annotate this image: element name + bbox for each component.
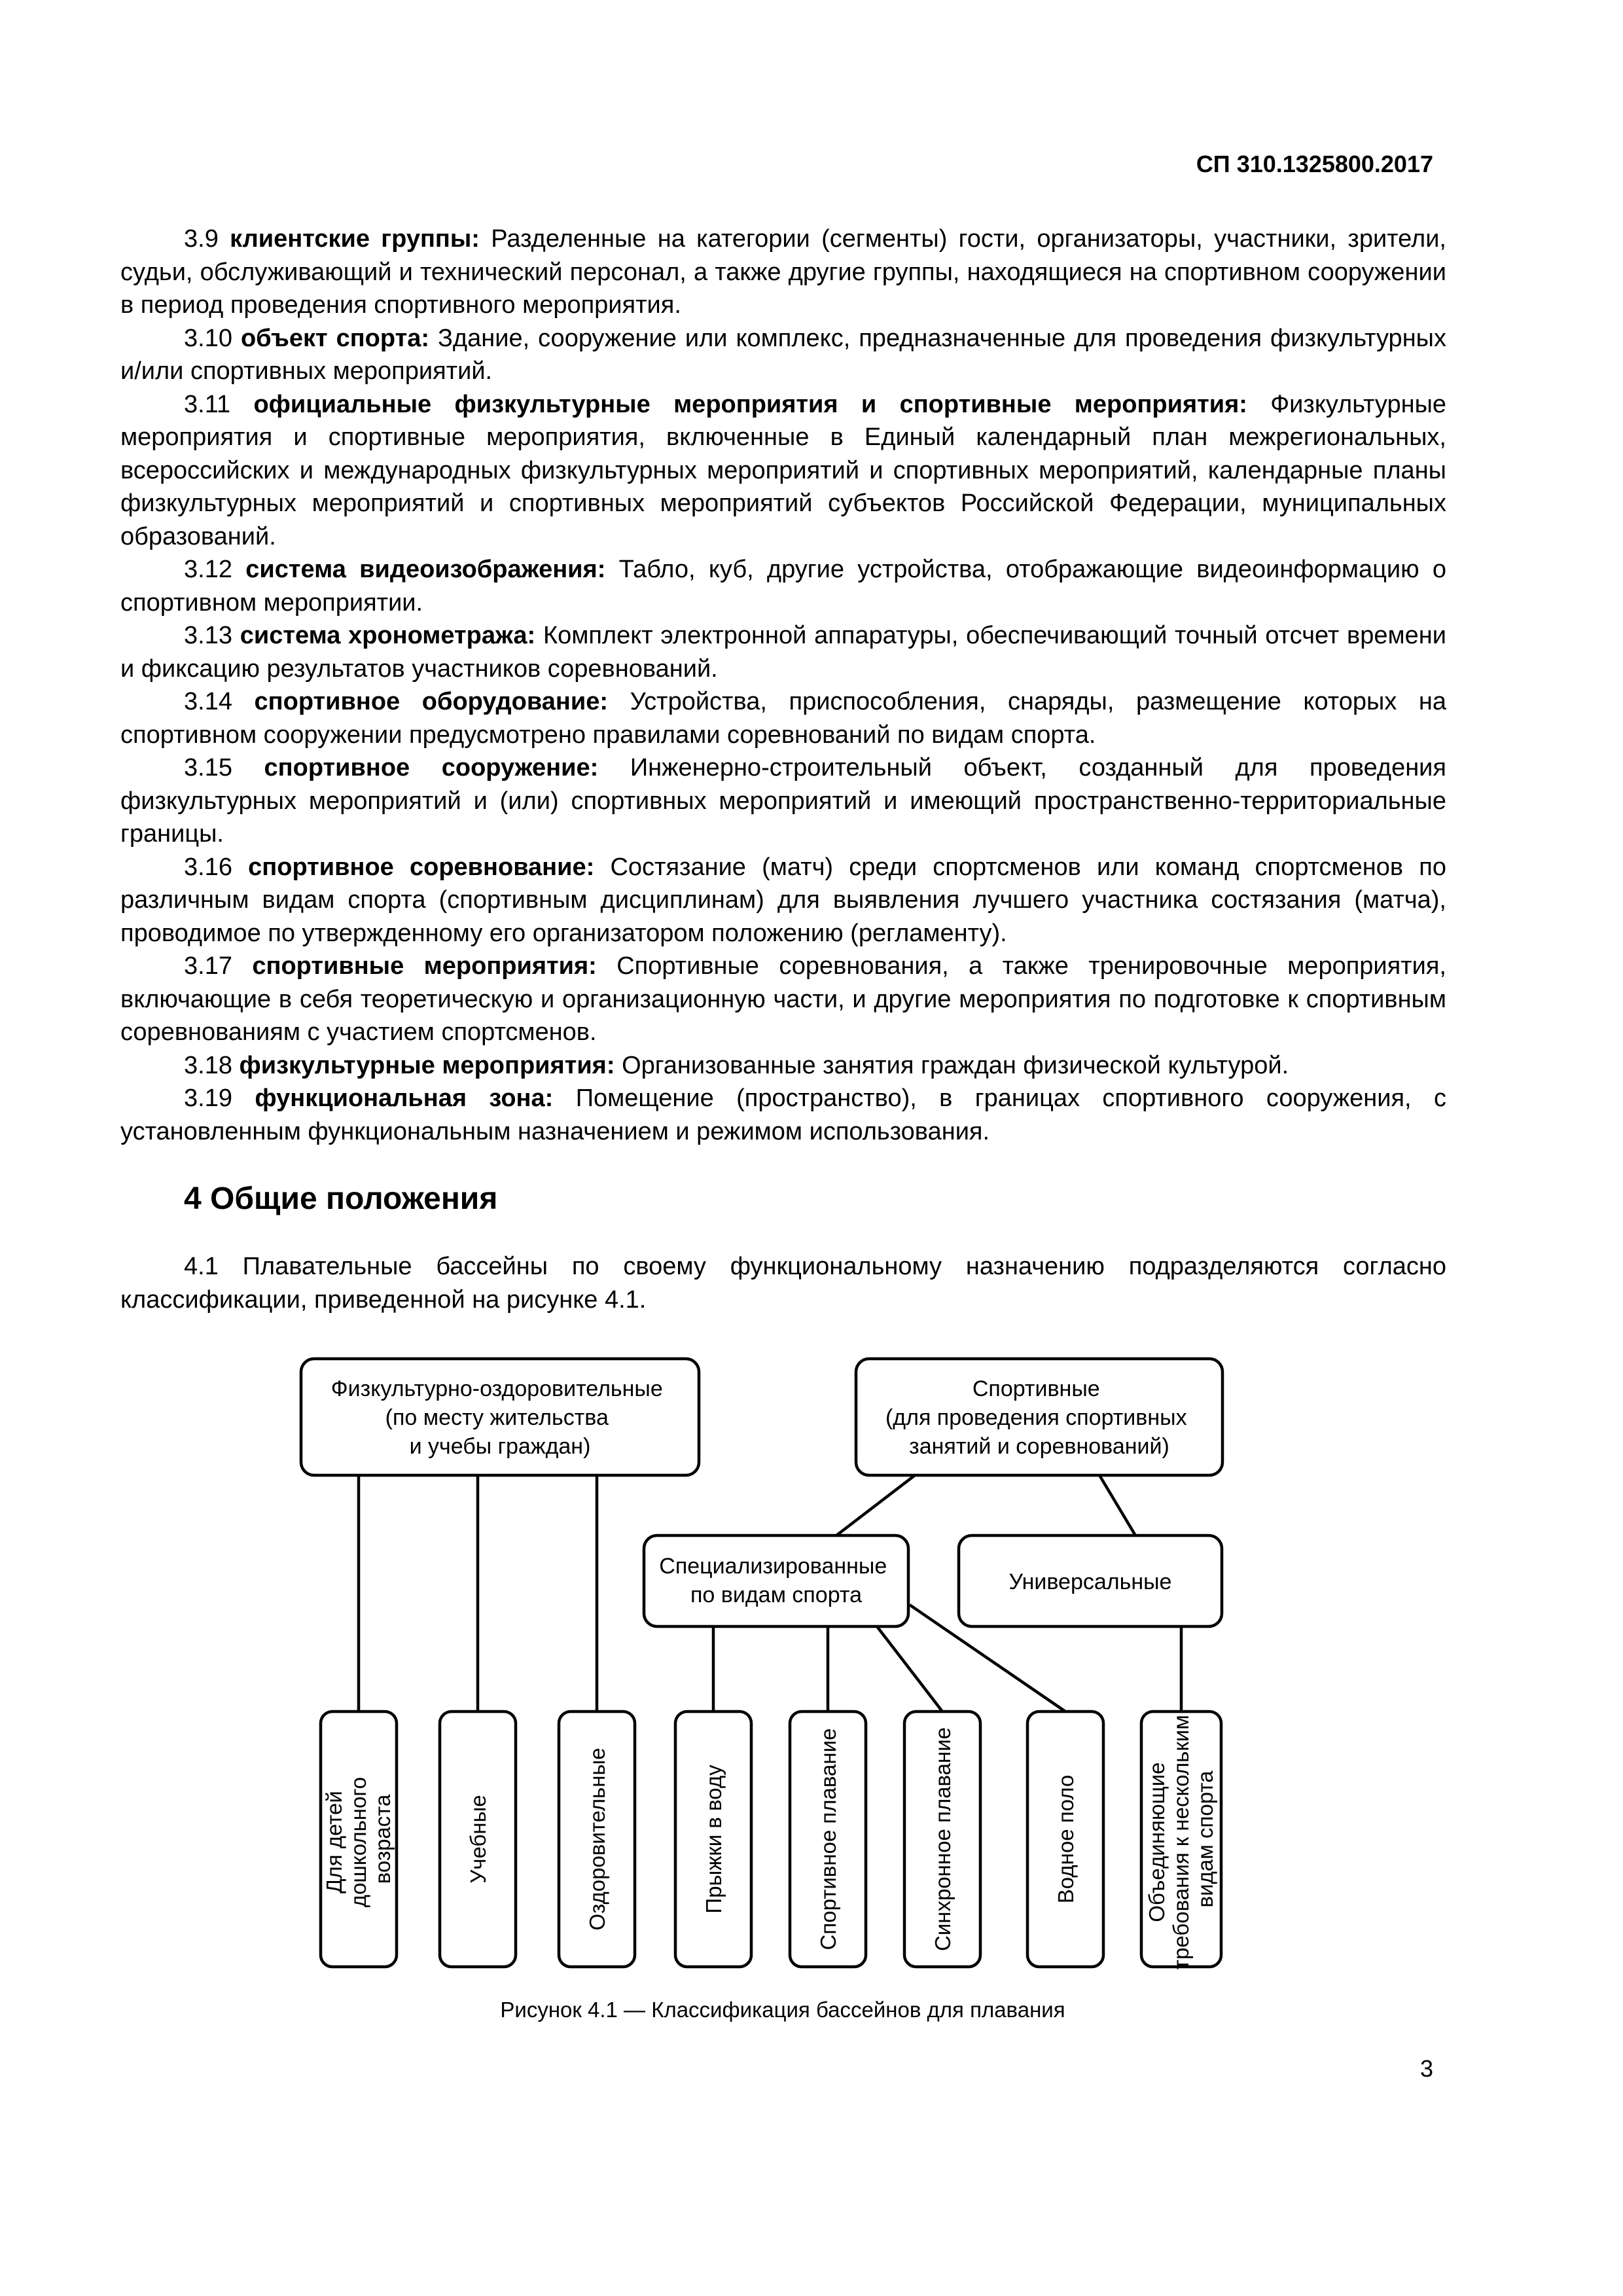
- paragraph-4-1: 4.1 Плавательные бассейны по своему функциональному назначению подразделяются согласно классификации, приведенной на рисунке 4.1.: [120, 1253, 1446, 1314]
- figure-caption: Рисунок 4.1 — Классификация бассейнов для плавания: [500, 1998, 1065, 2022]
- section-heading: 4 Общие положения: [184, 1181, 498, 1216]
- box-specialized: [644, 1535, 908, 1626]
- definition-3-17: 3.17 спортивные мероприятия: Спортивные соревнования, а также тренировочные мероприятия, включающие в себя теоретическую и организационную части, и другие мероприятия по подготовке к спортивным соревнованиям с участием спортсменов.: [120, 952, 1446, 1046]
- leaf-combined: [1141, 1709, 1221, 1969]
- connector: [836, 1475, 915, 1535]
- box-universal-label: Универсальные: [1008, 1570, 1172, 1594]
- leaf-water-polo: [1027, 1712, 1103, 1967]
- leaf-synchronized: [904, 1712, 980, 1967]
- leaf-combined-label: Объединяющие требования к нескольким видам спорта: [1145, 1715, 1217, 1970]
- box-sport: [856, 1359, 1222, 1475]
- box-universal: [959, 1535, 1222, 1626]
- page-number: 3: [1419, 2055, 1433, 2082]
- definition-3-12: 3.12 система видеоизображения: Табло, куб, другие устройства, отображающие видеоинформацию о спортивном мероприятии.: [120, 556, 1446, 617]
- definition-3-11: 3.11 официальные физкультурные мероприятия и спортивные мероприятия: Физкультурные мероприятия и спортивные мероприятия, включенные в Единый календарный план межрегиональных, всероссийских и международных физкультурных мероприятий и спортивных мероприятий, календарные планы физкультурных мероприятий и спортивных мероприятий субъектов Российской Федерации, муниципальных образований.: [120, 390, 1447, 550]
- leaf-health: [559, 1712, 635, 1967]
- leaf-preschool-label: Для детей дошкольного возраста: [322, 1776, 395, 1908]
- definition-3-15: 3.15 спортивное сооружение: Инженерно-строительный объект, созданный для проведения физкультурных мероприятий и (или) спортивных мероприятий и имеющий пространственно-территориальные границы.: [120, 754, 1446, 848]
- leaf-swimming-label: Спортивное плавание: [816, 1728, 840, 1950]
- box-fitness: [301, 1359, 699, 1475]
- leaf-educational-label: Учебные: [466, 1795, 490, 1884]
- definition-3-9: 3.9 клиентские группы: Разделенные на категории (сегменты) гости, организаторы, участники, зрители, судьи, обслуживающий и технический персонал, а также другие группы, находящиеся на спортивном сооружении в период проведения спортивного мероприятия.: [120, 225, 1446, 319]
- definition-3-18: 3.18 физкультурные мероприятия: Организованные занятия граждан физической культурой.: [184, 1051, 1289, 1079]
- leaf-diving-label: Прыжки в воду: [702, 1765, 726, 1914]
- document-code: СП 310.1325800.2017: [1196, 151, 1433, 177]
- connector: [1099, 1475, 1135, 1535]
- definition-3-16: 3.16 спортивное соревнование: Состязание (матч) среди спортсменов или команд спортсменов по различным видам спорта (спортивным дисциплинам) для выявления лучшего участника состязания (матча), проводимое по утвержденному его организатором положению (регламенту).: [120, 853, 1447, 947]
- box-specialized-label: Специализированные по видам спорта: [659, 1554, 887, 1607]
- leaf-swimming: [790, 1712, 866, 1967]
- leaf-health-label: Оздоровительные: [585, 1748, 609, 1931]
- connector: [877, 1626, 942, 1712]
- box-fitness-label: Физкультурно-оздоровительные (по месту жительства и учебы граждан): [330, 1376, 663, 1459]
- definition-3-14: 3.14 спортивное оборудование: Устройства, приспособления, снаряды, размещение которых на спортивном сооружении предусмотрено правилами соревнований по видам спорта.: [120, 688, 1447, 749]
- box-sport-label: Спортивные (для проведения спортивных занятий и соревнований): [885, 1376, 1187, 1459]
- definition-3-10: 3.10 объект спорта: Здание, сооружение или комплекс, предназначенные для проведения физкультурных и/или спортивных мероприятий.: [120, 324, 1446, 385]
- leaf-diving: [675, 1712, 751, 1967]
- leaf-preschool: [321, 1712, 397, 1967]
- leaf-educational: [440, 1712, 516, 1967]
- leaf-synchronized-label: Синхронное плавание: [931, 1727, 955, 1952]
- definition-3-13: 3.13 система хронометража: Комплект электронной аппаратуры, обеспечивающий точный отсчет времени и фиксацию результатов участников соревнований.: [120, 622, 1446, 683]
- leaf-water-polo-label: Водное поло: [1054, 1774, 1078, 1904]
- definition-3-19: 3.19 функциональная зона: Помещение (пространство), в границах спортивного сооружения, с установленным функциональным назначением и режимом использования.: [120, 1085, 1447, 1145]
